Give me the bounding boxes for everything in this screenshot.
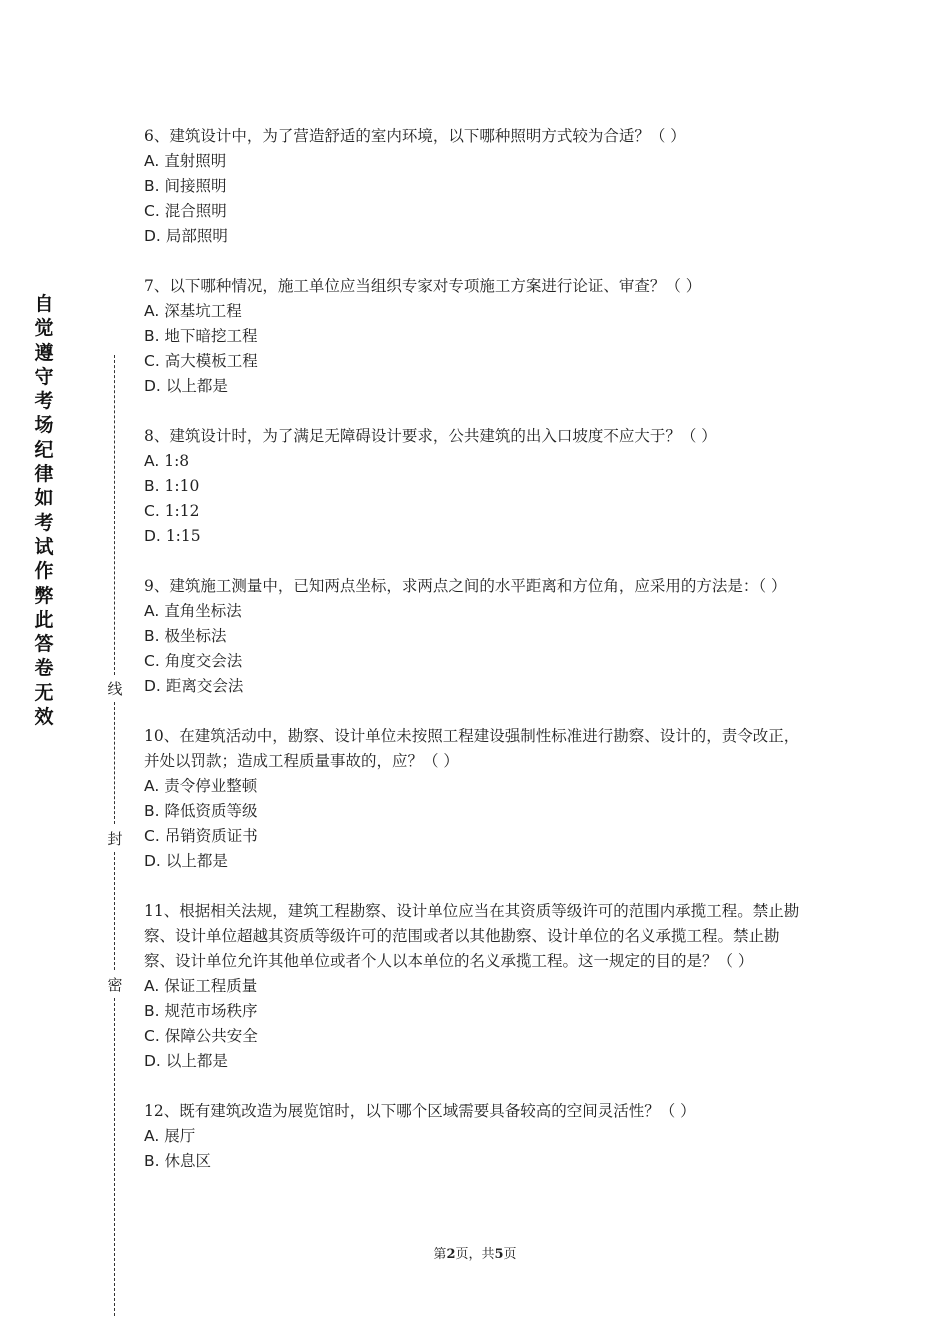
- question-stem: 9、建筑施工测量中，已知两点坐标，求两点之间的水平距离和方位角，应采用的方法是：（ ）: [144, 577, 787, 595]
- option-text: 降低资质等级: [164, 802, 258, 820]
- answer-option: [144, 374, 810, 399]
- seal-line-char: 线: [107, 680, 123, 698]
- seal-secret-char: 密: [107, 976, 123, 994]
- option-text: 混合照明: [164, 202, 227, 220]
- question-stem: 11、根据相关法规，建筑工程勘察、设计单位应当在其资质等级许可的范围内承揽工程。禁止勘察、设计单位超越其资质等级许可的范围或者以其他勘察、设计单位的名义承揽工程。禁止勘察、设计单位允许其他单位或者个人以本单位的名义承揽工程。这一规定的目的是？（ ）: [144, 902, 800, 970]
- side-warning-char: 试: [34, 535, 54, 558]
- option-letter: A.: [144, 452, 160, 470]
- side-warning-char: 考: [34, 390, 54, 413]
- option-letter: C.: [144, 652, 160, 670]
- option-letter: B.: [144, 627, 160, 645]
- side-warning-char: 律: [34, 463, 54, 486]
- answer-option: [144, 849, 810, 874]
- option-letter: D.: [144, 677, 161, 695]
- answer-option: [144, 649, 810, 674]
- option-letter: A.: [144, 777, 160, 795]
- question-stem: 12、既有建筑改造为展览馆时，以下哪个区域需要具备较高的空间灵活性？（ ）: [144, 1102, 696, 1120]
- side-warning-char: 无: [34, 681, 54, 704]
- question-stem: 7、以下哪种情况，施工单位应当组织专家对专项施工方案进行论证、审查？（ ）: [144, 277, 702, 295]
- option-letter: D.: [144, 852, 161, 870]
- binding-dashed-line: [114, 702, 115, 824]
- footer-prefix: 第: [433, 1247, 447, 1262]
- question-block: [144, 1099, 810, 1174]
- option-text: 规范市场秩序: [164, 1002, 258, 1020]
- binding-dashed-line: [114, 852, 115, 970]
- option-letter: A.: [144, 1127, 160, 1145]
- answer-option: [144, 499, 810, 524]
- side-warning-char: 卷: [34, 657, 54, 680]
- option-text: 角度交会法: [164, 652, 243, 670]
- side-warning: [30, 292, 58, 729]
- option-letter: B.: [144, 327, 160, 345]
- option-text: 休息区: [164, 1152, 212, 1170]
- option-letter: A.: [144, 152, 160, 170]
- option-text: 吊销资质证书: [164, 827, 258, 845]
- option-text: 1:15: [165, 527, 201, 545]
- answer-option: [144, 774, 810, 799]
- answer-option: [144, 524, 810, 549]
- side-warning-char: 如: [34, 487, 54, 510]
- option-text: 极坐标法: [164, 627, 227, 645]
- option-text: 保障公共安全: [164, 1027, 258, 1045]
- answer-option: [144, 449, 810, 474]
- option-text: 地下暗挖工程: [164, 327, 258, 345]
- option-text: 保证工程质量: [164, 977, 258, 995]
- answer-option: [144, 1024, 810, 1049]
- option-text: 以上都是: [165, 377, 228, 395]
- answer-option: [144, 224, 810, 249]
- answer-option: [144, 299, 810, 324]
- option-letter: C.: [144, 1027, 160, 1045]
- option-text: 以上都是: [165, 1052, 228, 1070]
- question-stem: 8、建筑设计时，为了满足无障碍设计要求，公共建筑的出入口坡度不应大于？（ ）: [144, 427, 717, 445]
- side-warning-char: 答: [34, 633, 54, 656]
- question-block: [144, 574, 810, 699]
- side-warning-char: 守: [34, 365, 54, 388]
- side-warning-char: 纪: [34, 438, 54, 461]
- answer-option: [144, 799, 810, 824]
- footer-middle: 页，共: [455, 1247, 495, 1262]
- option-text: 局部照明: [165, 227, 228, 245]
- question-list: [144, 124, 810, 1199]
- option-text: 直角坐标法: [164, 602, 242, 620]
- option-letter: B.: [144, 802, 160, 820]
- option-letter: D.: [144, 1052, 161, 1070]
- option-letter: D.: [144, 227, 161, 245]
- answer-option: [144, 474, 810, 499]
- question-block: [144, 899, 810, 1074]
- footer-page-number: 2: [446, 1247, 456, 1262]
- answer-option: [144, 624, 810, 649]
- answer-option: [144, 174, 810, 199]
- option-letter: C.: [144, 202, 160, 220]
- answer-option: [144, 149, 810, 174]
- option-letter: D.: [144, 377, 161, 395]
- option-letter: B.: [144, 177, 160, 195]
- side-warning-char: 效: [34, 706, 54, 729]
- option-text: 距离交会法: [165, 677, 244, 695]
- seal-seal-char: 封: [107, 830, 123, 848]
- option-letter: B.: [144, 477, 160, 495]
- side-warning-char: 场: [34, 414, 54, 437]
- binding-dashed-line: [114, 355, 115, 675]
- option-text: 1:8: [164, 452, 190, 470]
- option-letter: A.: [144, 302, 160, 320]
- answer-option: [144, 199, 810, 224]
- footer-suffix: 页: [503, 1247, 517, 1262]
- question-block: [144, 424, 810, 549]
- side-warning-char: 弊: [34, 584, 54, 607]
- answer-option: [144, 824, 810, 849]
- option-text: 高大模板工程: [164, 352, 258, 370]
- answer-option: [144, 1049, 810, 1074]
- option-letter: D.: [144, 527, 161, 545]
- side-warning-char: 遵: [34, 341, 54, 364]
- side-warning-char: 此: [34, 608, 54, 631]
- answer-option: [144, 674, 810, 699]
- answer-option: [144, 1149, 810, 1174]
- option-letter: A.: [144, 977, 160, 995]
- question-block: [144, 124, 810, 249]
- question-stem: 6、建筑设计中，为了营造舒适的室内环境，以下哪种照明方式较为合适？（ ）: [144, 127, 686, 145]
- option-letter: C.: [144, 827, 160, 845]
- option-text: 深基坑工程: [164, 302, 242, 320]
- answer-option: [144, 599, 810, 624]
- option-text: 1:10: [164, 477, 200, 495]
- question-block: [144, 274, 810, 399]
- question-stem: 10、在建筑活动中，勘察、设计单位未按照工程建设强制性标准进行勘察、设计的，责令改正，并处以罚款；造成工程质量事故的，应？（ ）: [144, 727, 800, 770]
- page-footer: [0, 1246, 950, 1264]
- option-text: 直射照明: [164, 152, 227, 170]
- option-letter: B.: [144, 1152, 160, 1170]
- answer-option: [144, 999, 810, 1024]
- option-text: 1:12: [164, 502, 200, 520]
- answer-option: [144, 349, 810, 374]
- binding-dashed-line: [114, 998, 115, 1316]
- side-warning-char: 觉: [34, 317, 54, 340]
- side-warning-char: 自: [34, 293, 54, 315]
- answer-option: [144, 1124, 810, 1149]
- question-block: [144, 724, 810, 874]
- option-text: 间接照明: [164, 177, 227, 195]
- answer-option: [144, 324, 810, 349]
- answer-option: [144, 974, 810, 999]
- option-letter: B.: [144, 1002, 160, 1020]
- option-letter: C.: [144, 502, 160, 520]
- footer-total-pages: 5: [494, 1247, 504, 1262]
- option-letter: C.: [144, 352, 160, 370]
- option-letter: A.: [144, 602, 160, 620]
- side-warning-char: 考: [34, 511, 54, 534]
- option-text: 以上都是: [165, 852, 228, 870]
- option-text: 责令停业整顿: [164, 777, 258, 795]
- option-text: 展厅: [164, 1127, 196, 1145]
- side-warning-char: 作: [34, 560, 54, 583]
